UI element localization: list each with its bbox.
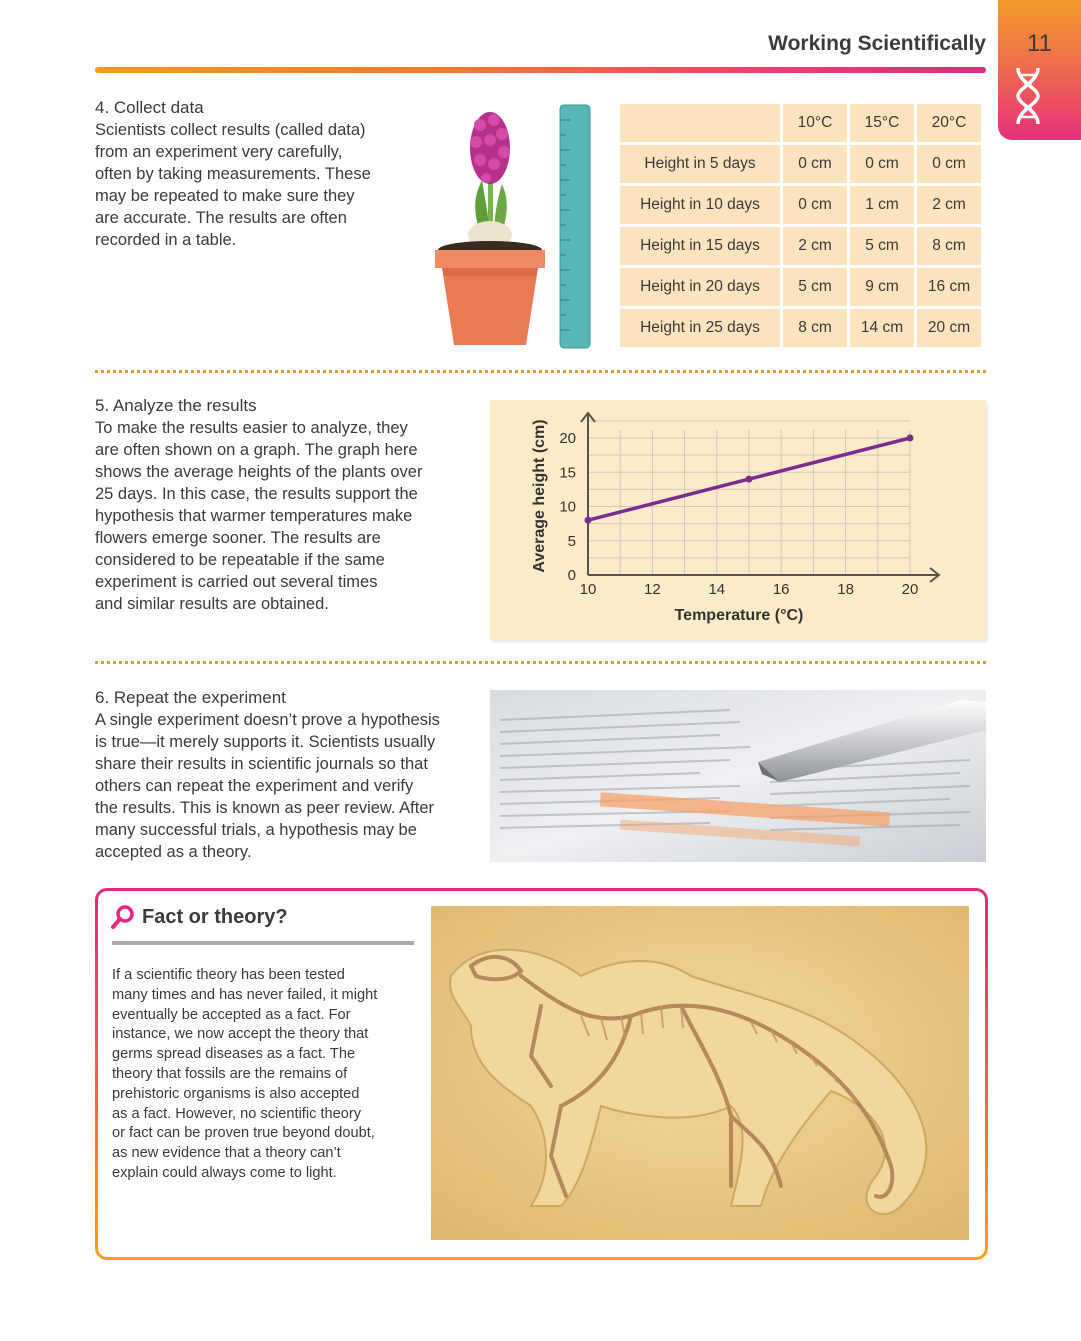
height-temperature-chart: [490, 400, 986, 640]
section-divider: [95, 370, 986, 373]
text-line: are often shown on a graph. The graph here: [95, 441, 418, 459]
text-line: shows the average heights of the plants over: [95, 463, 423, 481]
row-label: Height in 15 days: [620, 227, 780, 265]
y-tick-label: 5: [567, 532, 576, 550]
table-cell: 8 cm: [783, 309, 847, 347]
repeat-text: [95, 709, 480, 863]
collect-data-text: [95, 119, 425, 251]
text-line: as a fact. However, no scientific theory: [112, 1105, 362, 1122]
collect-data-heading: 4. Collect data: [95, 98, 204, 117]
text-line: as new evidence that a theory can’t: [112, 1145, 341, 1162]
text-line: share their results in scientific journals so that: [95, 755, 428, 773]
magnifier-icon: [110, 904, 136, 930]
text-line: are accurate. The results are often: [95, 209, 347, 227]
y-tick-label: 20: [559, 430, 576, 447]
text-line: eventually be accepted as a fact. For: [112, 1006, 351, 1023]
table-row: [620, 268, 981, 306]
text-line: is true—it merely supports it. Scientists usually: [95, 733, 436, 751]
chart-grid: [588, 421, 910, 575]
data-point: [585, 517, 592, 524]
analyze-heading: 5. Analyze the results: [95, 396, 257, 415]
x-axis-label: Temperature (°C): [674, 607, 804, 624]
x-tick-label: 16: [772, 581, 790, 598]
text-line: the results. This is known as peer review. After: [95, 799, 435, 817]
y-tick-label: 0: [567, 567, 576, 584]
table-cell: 0 cm: [917, 145, 981, 183]
text-line: many times and has never failed, it might: [112, 986, 378, 1003]
fact-box-title: Fact or theory?: [142, 906, 288, 928]
column-header: 20°C: [917, 104, 981, 142]
text-line: often by taking measurements. These: [95, 165, 371, 183]
text-line: theory that fossils are the remains of: [112, 1065, 348, 1082]
table-cell: 5 cm: [850, 227, 914, 265]
row-label: Height in 10 days: [620, 186, 780, 224]
y-tick-label: 10: [559, 498, 576, 516]
section-divider: [95, 661, 986, 664]
x-tick-label: 10: [579, 581, 597, 598]
table-cell: 5 cm: [783, 268, 847, 306]
text-line: others can repeat the experiment and verify: [95, 777, 414, 795]
dna-icon: [1015, 66, 1041, 126]
y-tick-label: 15: [559, 464, 576, 482]
text-line: from an experiment very carefully,: [95, 143, 343, 161]
table-cell: 0 cm: [783, 145, 847, 183]
hyacinth-pot-image: [430, 100, 600, 355]
text-line: prehistoric organisms is also accepted: [112, 1085, 360, 1102]
table-row: [620, 227, 981, 265]
column-header: 15°C: [850, 104, 914, 142]
table-cell: 14 cm: [850, 309, 914, 347]
text-line: explain could always come to light.: [112, 1164, 337, 1181]
text-line: A single experiment doesn’t prove a hypothesis: [95, 711, 440, 729]
x-tick-label: 20: [901, 581, 919, 598]
page-number: 11: [1027, 30, 1052, 57]
row-label: Height in 5 days: [620, 145, 780, 183]
analyze-text: [95, 417, 475, 615]
table-cell: 0 cm: [850, 145, 914, 183]
fact-box-rule: [112, 941, 414, 945]
page-header-title: Working Scientifically: [768, 32, 986, 55]
x-tick-label: 12: [644, 581, 661, 598]
data-point: [907, 435, 914, 442]
text-line: may be repeated to make sure they: [95, 187, 355, 205]
table-header-row: [620, 104, 981, 142]
y-axis-label: Average height (cm): [531, 419, 548, 573]
text-line: and similar results are obtained.: [95, 595, 329, 613]
table-row: [620, 145, 981, 183]
data-point: [746, 476, 753, 483]
table-cell: 20 cm: [917, 309, 981, 347]
results-table: [617, 101, 984, 350]
text-line: hypothesis that warmer temperatures make: [95, 507, 413, 525]
fact-box-text: [112, 966, 412, 1184]
header-rule: [95, 67, 986, 73]
repeat-heading: 6. Repeat the experiment: [95, 688, 286, 707]
row-label: Height in 25 days: [620, 309, 780, 347]
table-row: [620, 309, 981, 347]
table-cell: 9 cm: [850, 268, 914, 306]
table-cell: 2 cm: [917, 186, 981, 224]
text-line: To make the results easier to analyze, they: [95, 419, 408, 437]
text-line: or fact can be proven true beyond doubt,: [112, 1125, 375, 1142]
text-line: germs spread diseases as a fact. The: [112, 1046, 356, 1063]
table-cell: 8 cm: [917, 227, 981, 265]
row-label: Height in 20 days: [620, 268, 780, 306]
text-line: instance, we now accept the theory that: [112, 1026, 369, 1043]
text-line: accepted as a theory.: [95, 843, 252, 861]
journal-pen-image: [490, 690, 986, 862]
x-tick-label: 14: [708, 581, 726, 598]
dinosaur-fossil-image: [431, 906, 969, 1240]
text-line: 25 days. In this case, the results support the: [95, 485, 418, 503]
text-line: considered to be repeatable if the same: [95, 551, 385, 569]
column-header: 10°C: [783, 104, 847, 142]
text-line: recorded in a table.: [95, 231, 237, 249]
x-tick-label: 18: [837, 581, 854, 598]
text-line: If a scientific theory has been tested: [112, 967, 345, 983]
table-cell: 2 cm: [783, 227, 847, 265]
table-cell: 1 cm: [850, 186, 914, 224]
table-row: [620, 186, 981, 224]
table-corner: [620, 104, 780, 142]
text-line: many successful trials, a hypothesis may be: [95, 821, 417, 839]
text-line: Scientists collect results (called data): [95, 121, 366, 139]
table-cell: 0 cm: [783, 186, 847, 224]
table-cell: 16 cm: [917, 268, 981, 306]
text-line: experiment is carried out several times: [95, 573, 378, 591]
text-line: flowers emerge sooner. The results are: [95, 529, 381, 547]
